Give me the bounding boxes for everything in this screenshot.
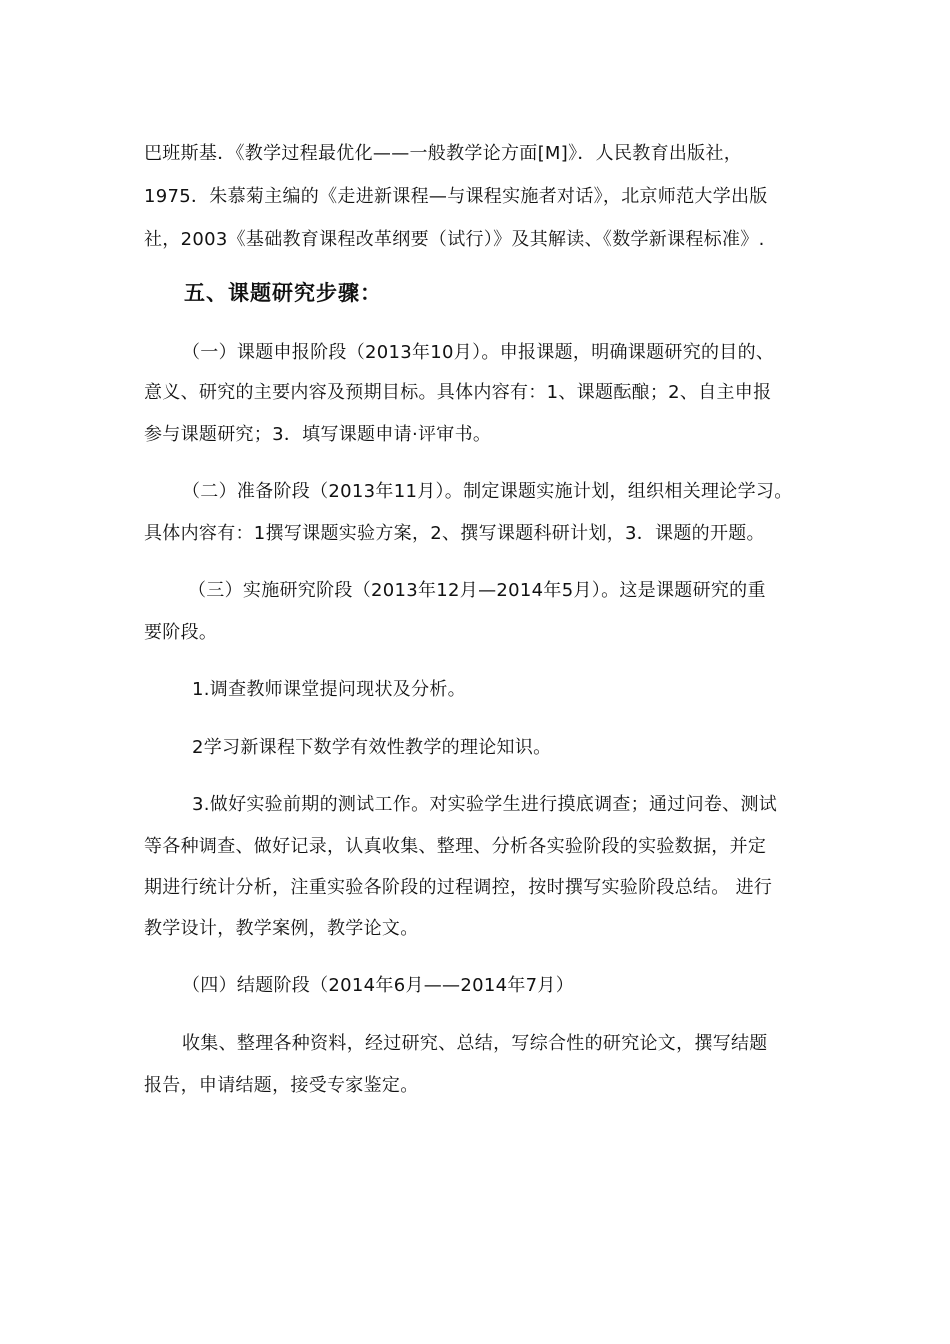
stage2-line-1: （二）准备阶段（2013年11月）。制定课题实施计划，组织相关理论学习。 <box>182 481 793 502</box>
stage3-item-1: 1.调查教师课堂提问现状及分析。 <box>192 679 466 700</box>
stage3-item-3-line-2: 等各种调查、做好记录，认真收集、整理、分析各实验阶段的实验数据，并定 <box>144 836 767 857</box>
stage4-title: （四）结题阶段（2014年6月——2014年7月） <box>182 975 575 996</box>
stage3-line-2: 要阶段。 <box>144 622 218 643</box>
stage2-line-2: 具体内容有：1撰写课题实验方案，2、撰写课题科研计划，3．课题的开题。 <box>144 523 765 544</box>
stage4-line-2: 报告，申请结题，接受专家鉴定。 <box>144 1075 419 1096</box>
stage4-line-1: 收集、整理各种资料，经过研究、总结，写综合性的研究论文，撰写结题 <box>182 1033 768 1054</box>
stage1-line-3: 参与课题研究；3．填写课题申请·评审书。 <box>144 424 492 445</box>
stage3-line-1: （三）实施研究阶段（2013年12月—2014年5月）。这是课题研究的重 <box>188 580 766 601</box>
stage3-item-2: 2学习新课程下数学有效性教学的理论知识。 <box>192 737 552 758</box>
stage3-item-3-line-4: 教学设计，教学案例，教学论文。 <box>144 918 419 939</box>
reference-line-2: 1975．朱慕菊主编的《走进新课程—与课程实施者对话》，北京师范大学出版 <box>144 186 768 207</box>
stage1-line-2: 意义、研究的主要内容及预期目标。具体内容有：1、课题酝酿；2、自主申报 <box>144 382 772 403</box>
stage1-line-1: （一）课题申报阶段（2013年10月）。申报课题，明确课题研究的目的、 <box>182 342 775 363</box>
stage3-item-3-line-1: 3.做好实验前期的测试工作。对实验学生进行摸底调查；通过问卷、测试 <box>192 794 778 815</box>
reference-line-3: 社，2003《基础教育课程改革纲要（试行）》及其解读、《数学新课程标准》. <box>144 229 765 250</box>
section-title: 五、课题研究步骤： <box>184 281 382 305</box>
stage3-item-3-line-3: 期进行统计分析，注重实验各阶段的过程调控，按时撰写实验阶段总结。 进行 <box>144 877 773 898</box>
reference-line-1: 巴班斯基．《教学过程最优化——一般教学论方面[M]》．人民教育出版社， <box>144 143 743 164</box>
